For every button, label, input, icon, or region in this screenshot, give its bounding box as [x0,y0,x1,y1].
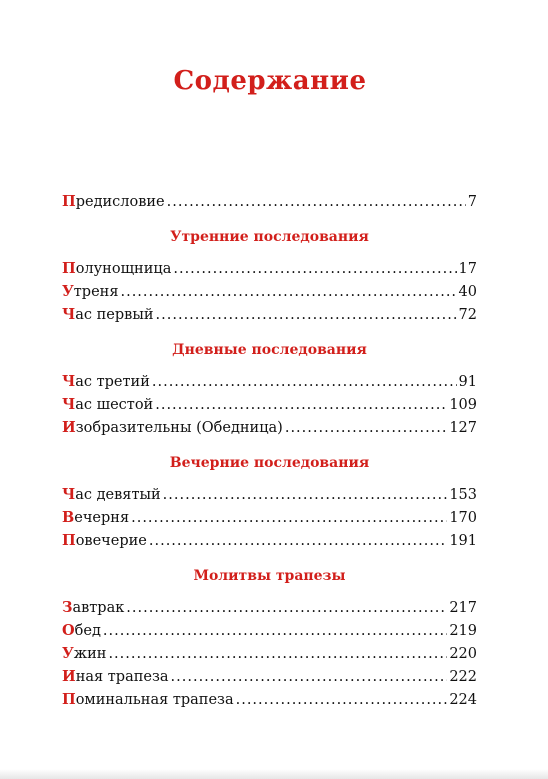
section-heading: Молитвы трапезы [193,568,346,584]
toc-entry[interactable] [62,370,477,393]
leader-dots [126,597,447,620]
leader-dots [155,394,447,417]
toc-entry[interactable] [62,257,477,280]
page-bottom-edge [0,769,548,779]
entry-initial: Ч [62,486,76,503]
toc-entry[interactable] [62,393,477,416]
entry-page-number: 219 [449,623,477,639]
entry-initial: З [62,599,73,616]
entry-label: зобразительны (Обедница) [75,420,283,436]
entry-initial: И [62,668,76,685]
entry-label: олунощница [75,261,172,277]
toc-entry[interactable] [62,280,477,303]
leader-dots [108,643,447,666]
entry-label: треня [73,284,119,300]
toc-entry[interactable] [62,642,477,665]
entry-page-number: 17 [458,261,477,277]
leader-dots [163,484,448,507]
toc-entry[interactable] [62,303,477,326]
entry-label: ная трапеза [75,669,169,685]
entry-label: оминальная трапеза [75,692,234,708]
toc-entry[interactable] [62,619,477,642]
entry-initial: Ч [62,396,76,413]
entry-initial: П [62,260,76,277]
entry-page-number: 72 [458,307,477,323]
entry-page-number: 220 [449,646,477,662]
entry-initial: Ч [62,306,76,323]
toc-entry[interactable] [62,483,477,506]
leader-dots [152,371,457,394]
toc-entry[interactable] [62,506,477,529]
leader-dots [156,304,457,327]
entry-initial: П [62,532,76,549]
entry-label: ас третий [75,374,150,390]
leader-dots [236,689,448,712]
entry-page-number: 91 [458,374,477,390]
entry-page-number: 224 [449,692,477,708]
entry-label: ас шестой [75,397,154,413]
toc-entry[interactable] [62,688,477,711]
toc-entry[interactable] [62,416,477,439]
leader-dots [131,507,447,530]
entry-label: бед [74,623,101,639]
entry-page-number: 127 [449,420,477,436]
entry-label: ас первый [75,307,154,323]
entry-initial: П [62,193,76,210]
toc-entry[interactable] [62,665,477,688]
entry-label: автрак [72,600,125,616]
leader-dots [149,530,447,553]
entry-label: редисловие [75,194,165,210]
table-of-contents [62,190,477,711]
leader-dots [120,281,456,304]
toc-entry-preface[interactable] [62,190,477,213]
entry-page-number: 153 [449,487,477,503]
section-heading: Дневные последования [172,342,367,358]
entry-initial: И [62,419,76,436]
entry-initial: У [62,283,74,300]
toc-title: Содержание [173,66,367,96]
toc-entry[interactable] [62,596,477,619]
entry-page-number: 170 [449,510,477,526]
leader-dots [171,666,448,689]
entry-page-number: 217 [449,600,477,616]
leader-dots [173,258,456,281]
entry-initial: В [62,509,75,526]
entry-page-number: 191 [449,533,477,549]
section-heading: Вечерние последования [169,455,370,471]
section-heading: Утренние последования [170,229,369,245]
toc-entry[interactable] [62,529,477,552]
leader-dots [167,191,466,214]
entry-label: ас девятый [75,487,161,503]
entry-initial: О [62,622,75,639]
entry-initial: П [62,691,76,708]
entry-label: жин [73,646,107,662]
entry-page-number: 7 [467,194,477,210]
entry-label: ечерня [74,510,130,526]
leader-dots [103,620,447,643]
entry-page-number: 222 [449,669,477,685]
entry-page-number: 40 [458,284,477,300]
entry-label: овечерие [75,533,147,549]
entry-page-number: 109 [449,397,477,413]
entry-initial: Ч [62,373,76,390]
leader-dots [285,417,447,440]
entry-initial: У [62,645,74,662]
